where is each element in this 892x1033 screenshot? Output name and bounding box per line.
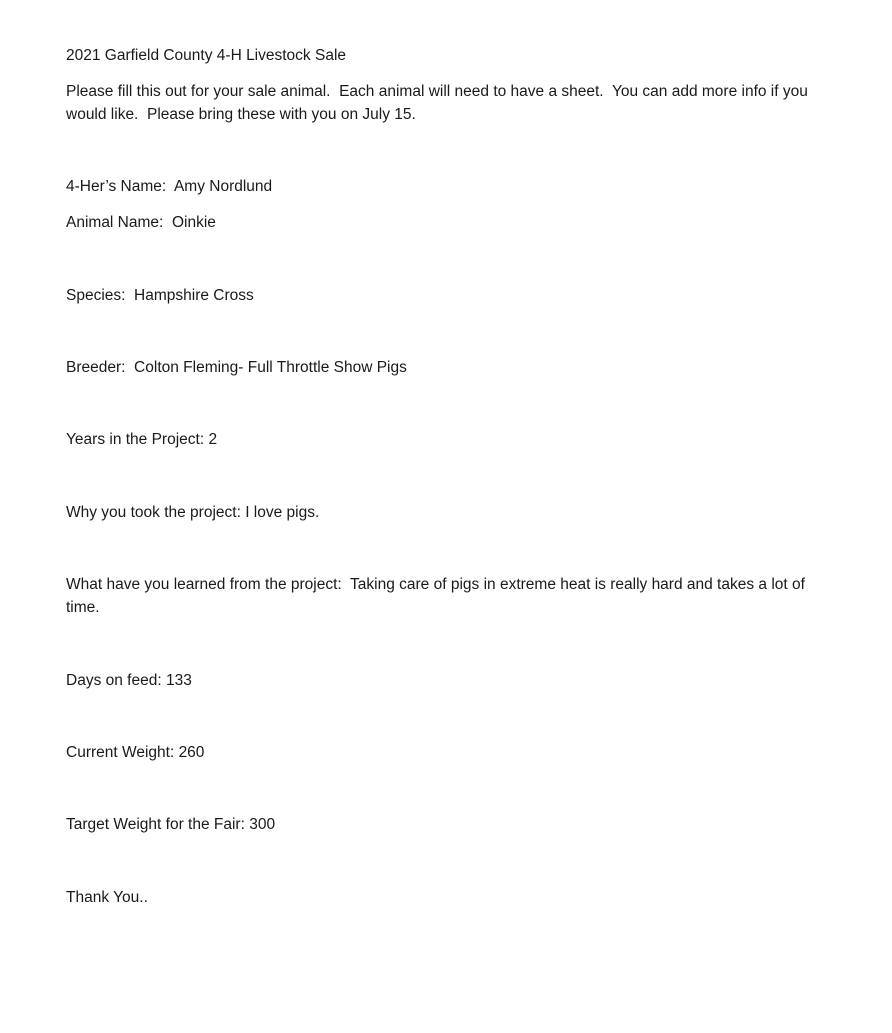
field-breeder: Breeder: Colton Fleming- Full Throttle Show Pigs [66,359,407,376]
instructions-paragraph: Please fill this out for your sale animal. Each animal will need to have a sheet. You can add more info if you would like. Please bring these with you on July 15. [66,83,813,123]
field-learned: What have you learned from the project: Taking care of pigs in extreme heat is really hard and takes a lot of time. [66,576,810,616]
field-years-in-project: Years in the Project: 2 [66,431,218,448]
field-why-project: Why you took the project: I love pigs. [66,504,320,521]
field-4her-name: 4-Her’s Name: Amy Nordlund [66,178,273,195]
field-days-on-feed: Days on feed: 133 [66,672,192,689]
document-title: 2021 Garfield County 4-H Livestock Sale [66,47,347,64]
field-animal-name: Animal Name: Oinkie [66,214,216,231]
closing-text: Thank You.. [66,889,148,906]
field-species: Species: Hampshire Cross [66,287,254,304]
field-target-weight: Target Weight for the Fair: 300 [66,816,276,833]
field-current-weight: Current Weight: 260 [66,744,205,761]
